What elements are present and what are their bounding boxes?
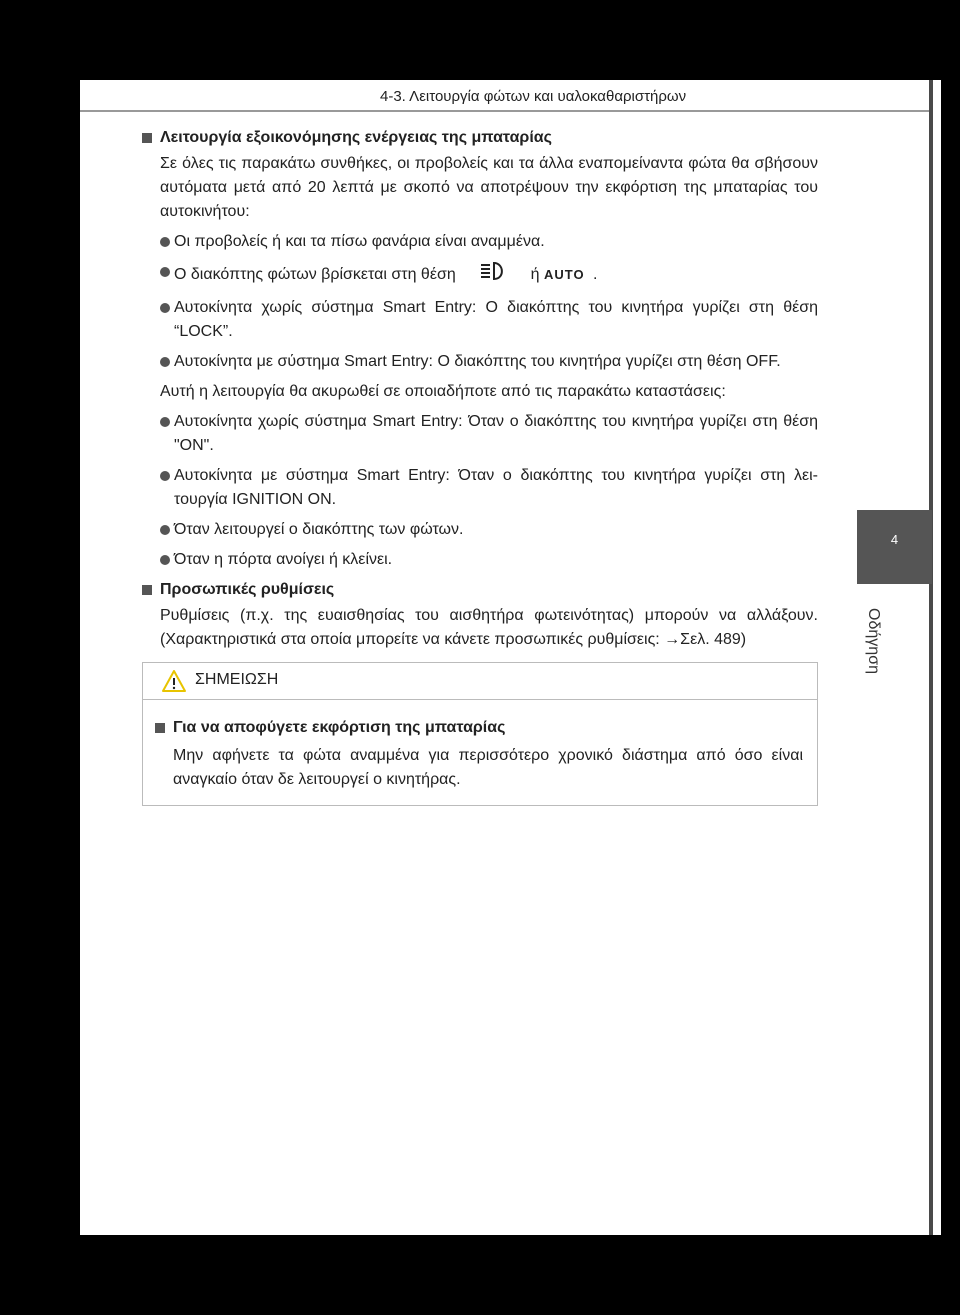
running-header — [80, 80, 933, 114]
personal-settings-text: Ρυθμίσεις (π.χ. της ευαισθησίας του αισθητήρα φωτεινότητας) μπορούν να αλλάξουν. (Χαρακτηριστικά στα οποία μπορείτε να κάνετε προσωπικές ρυθμίσεις: →Σελ. 489) — [160, 607, 818, 648]
header-rule — [80, 110, 933, 112]
notice-box — [142, 662, 818, 806]
headlight-icon — [478, 260, 508, 290]
section-heading-personal: Προσωπικές ρυθμίσεις — [142, 578, 818, 602]
notice-label: ΣΗΜΕΙΩΣΗ — [195, 671, 279, 688]
bullet-end: . — [593, 266, 598, 284]
bullet-item-switch-position — [160, 260, 818, 290]
or-word: ή — [530, 266, 540, 284]
notice-text: Μην αφήνετε τα φώτα αναμμένα για περισσότερο χρονικό διάστημα από όσο είναι αναγκαίο όταν δε λειτουργεί ο κινητήρας. — [173, 747, 803, 788]
auto-symbol: AUTO — [543, 267, 585, 283]
section-heading-battery: Λειτουργία εξοικονόμησης ενέργειας της μπαταρίας — [142, 126, 818, 150]
cancel-conditions-intro: Αυτή η λειτουργία θα ακυρωθεί σε οποιαδήποτε από τις παρακάτω καταστάσεις: — [160, 383, 726, 400]
chapter-number: 4 — [890, 532, 899, 547]
chapter-name: Οδήγηση — [864, 608, 882, 674]
bullet-item: Όταν λειτουργεί ο διακόπτης των φώτων. — [160, 518, 818, 542]
bullet-item: Οι προβολείς ή και τα πίσω φανάρια είναι αναμμένα. — [160, 230, 818, 254]
chapter-label — [860, 592, 920, 702]
notice-heading: Για να αποφύγετε εκφόρτιση της μπαταρίας — [155, 716, 803, 740]
bullet-item: Αυτοκίνητα χωρίς σύστημα Smart Entry: Ο διακόπτης του κινητήρα γυρίζει στη θέση “LOCK”. — [160, 296, 818, 344]
sidebar-bar — [929, 80, 933, 1235]
notice-header — [143, 663, 817, 700]
bullet-item: Αυτοκίνητα με σύστημα Smart Entry: Ο διακόπτης του κινητήρα γυρίζει στη θέση OFF. — [160, 350, 818, 374]
battery-intro: Σε όλες τις παρακάτω συνθήκες, οι προβολείς και τα άλλα εναπομείναντα φώτα θα σβήσουν αυτόματα μετά από 20 λεπτά με σκοπό να αποτρέψουν την εκφόρτιση της μπαταρίας του αυτοκινήτου: — [160, 155, 818, 220]
main-content — [142, 122, 818, 658]
bullet-item: Όταν η πόρτα ανοίγει ή κλείνει. — [160, 548, 818, 572]
chapter-tab[interactable] — [857, 510, 932, 584]
notice-body — [143, 700, 817, 792]
bullet-item: Αυτοκίνητα με σύστημα Smart Entry: Όταν ο διακόπτης του κινητήρα γυρίζει στη λει-τουργία IGNITION ON. — [160, 464, 818, 512]
bullet-text: Ο διακόπτης φώτων βρίσκεται στη θέση — [174, 266, 456, 284]
warning-triangle-icon — [161, 669, 187, 693]
section-title: 4-3. Λειτουργία φώτων και υαλοκαθαριστήρων — [380, 88, 687, 105]
manual-page — [80, 80, 941, 1235]
bullet-item: Αυτοκίνητα χωρίς σύστημα Smart Entry: Όταν ο διακόπτης του κινητήρα γυρίζει στη θέση "ON". — [160, 410, 818, 458]
